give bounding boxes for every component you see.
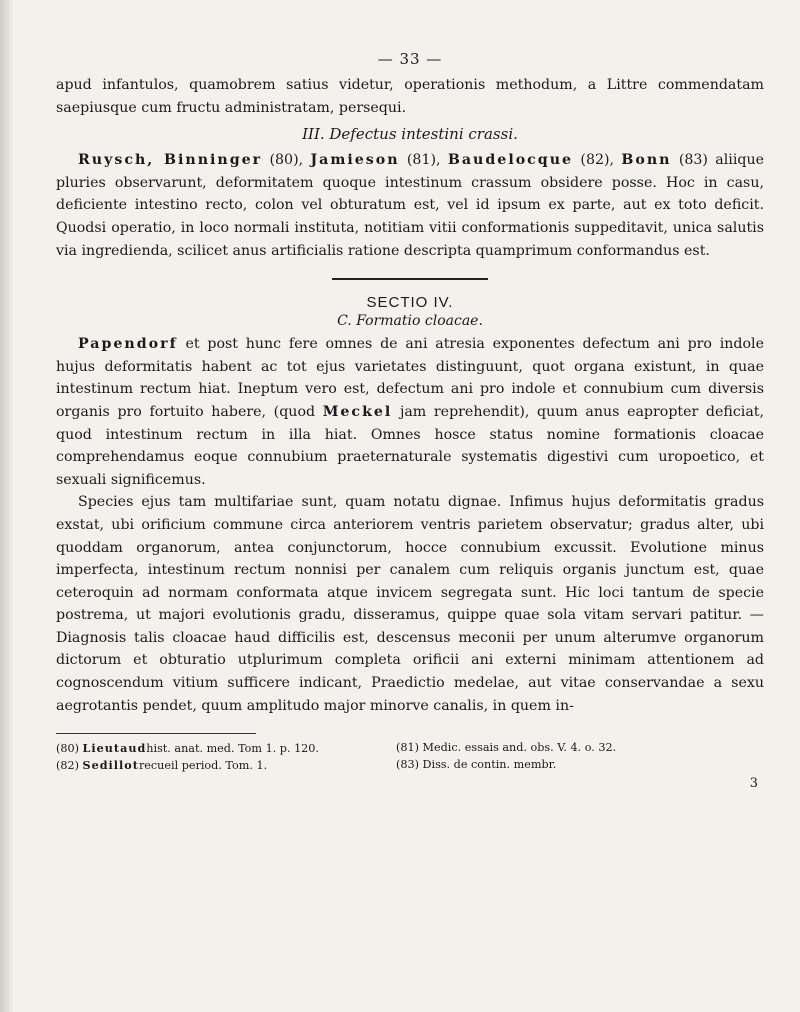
footnote-82 <box>56 757 396 774</box>
page-binding-shadow <box>0 0 14 1012</box>
sectio-subtitle: C. Formatio cloacae. <box>337 313 483 330</box>
footnote-author: Lieutaud <box>82 741 147 756</box>
footnote-text: recueil period. Tom. 1. <box>138 759 268 773</box>
author-name: Bonn <box>621 152 672 169</box>
sectio-title: SECTIO IV. <box>366 294 454 312</box>
author-name: Papendorf <box>78 336 178 353</box>
footnote-text: hist. anat. med. Tom 1. p. 120. <box>146 742 319 756</box>
page <box>56 50 764 791</box>
signature-mark: 3 <box>749 776 758 792</box>
section-heading-defectus: III. Defectus intestini crassi. <box>302 125 518 144</box>
text-run: (83) aliique pluries observarunt, deformitatem quoque intestinum crassum obsidere posse. Hoc in casu, deficiente intestino recto, colon vel obturatum est, vel id ipsum ex parte, aut ex toto deficit. Quodsi operatio, in loco normali instituta, notitiam vitii conformationis suppeditavit, unica salutis via ingredienda, scilicet anus artificialis ratione descripta quamprimum conformandus est. <box>56 152 764 259</box>
text-run: (80), <box>262 152 311 169</box>
author-name: Baudelocque <box>447 152 574 169</box>
author-names: Ruysch, Binninger <box>78 152 263 169</box>
footnote-83: (83) Diss. de contin. membr. <box>396 758 557 772</box>
footnote-80 <box>56 740 396 757</box>
paragraph-4: Species ejus tam multifariae sunt, quam notatu dignae. Infimus hujus deformitatis gradus exstat, ubi orificium commune circa anteriorem ventris parietem observatur; gradus alter, ubi quoddam organorum, antea conjunctorum, hocce connubium excussit. Evolutione minus imperfecta, intestinum rectum nonnisi per canalem cum reliquis organis junctum est, quae ceteroquin ad normam conformata atque invicem segregata sunt. Hic loci tantum de specie postrema, ut majori evolutionis gradu, disseramus, quippe quae sola vitam servari patitur. — Diagnosis talis cloacae haud difficilis est, descensus meconii per unum alterumve organorum dictorum et obturatio utplurimum completa orificii ani externi minimam attentionem ad cognoscendum vitium sufficere indicant, Praedictio medelae, aut vitae conservandae a sexu aegrotantis pendet, quum amplitudo major minorve canalis, in quem in- <box>56 494 764 714</box>
footnote-author: Sedillot <box>82 758 139 773</box>
text-run: jam reprehendit), quum anus eapropter deficiat, quod intestinum rectum in illa hiat. Omnes hosce status nomine formationis cloacae comprehendamus eoque connubium praeternaturale systematis digestivi cum uropoetico, et sexuali significemus. <box>56 403 765 488</box>
footnote-line-1 <box>56 740 764 757</box>
page-number: — 33 — <box>377 50 443 68</box>
text-run: et post hunc fere omnes de ani atresia exponentes defectum ani pro indole hujus deformitatis habent ac tot ejus varietates distinguunt, quot organa existunt, in quae intestinum rectum hiat. Ineptum vero est, defectum ani pro indole et connubium cum diversis organis pro fortuito habere, (quod <box>56 336 764 420</box>
footnote-divider <box>56 733 256 734</box>
text-run: (81), <box>399 152 448 169</box>
author-name: Jamieson <box>310 152 400 169</box>
footnote-number: (82) <box>56 759 79 773</box>
footnote-81: (81) Medic. essais and. obs. V. 4. o. 32. <box>396 741 617 755</box>
footnote-line-2 <box>56 757 764 774</box>
author-name: Meckel <box>322 403 393 420</box>
paragraph-1: apud infantulos, quamobrem satius videtur, operationis methodum, a Littre commendatam saepiusque cum fructu administratam, persequi. <box>56 77 764 116</box>
footnote-number: (80) <box>56 742 79 756</box>
section-divider <box>332 278 488 280</box>
text-run: (82), <box>573 152 622 169</box>
paragraph-3 <box>56 333 764 491</box>
paragraph-2 <box>56 149 764 262</box>
